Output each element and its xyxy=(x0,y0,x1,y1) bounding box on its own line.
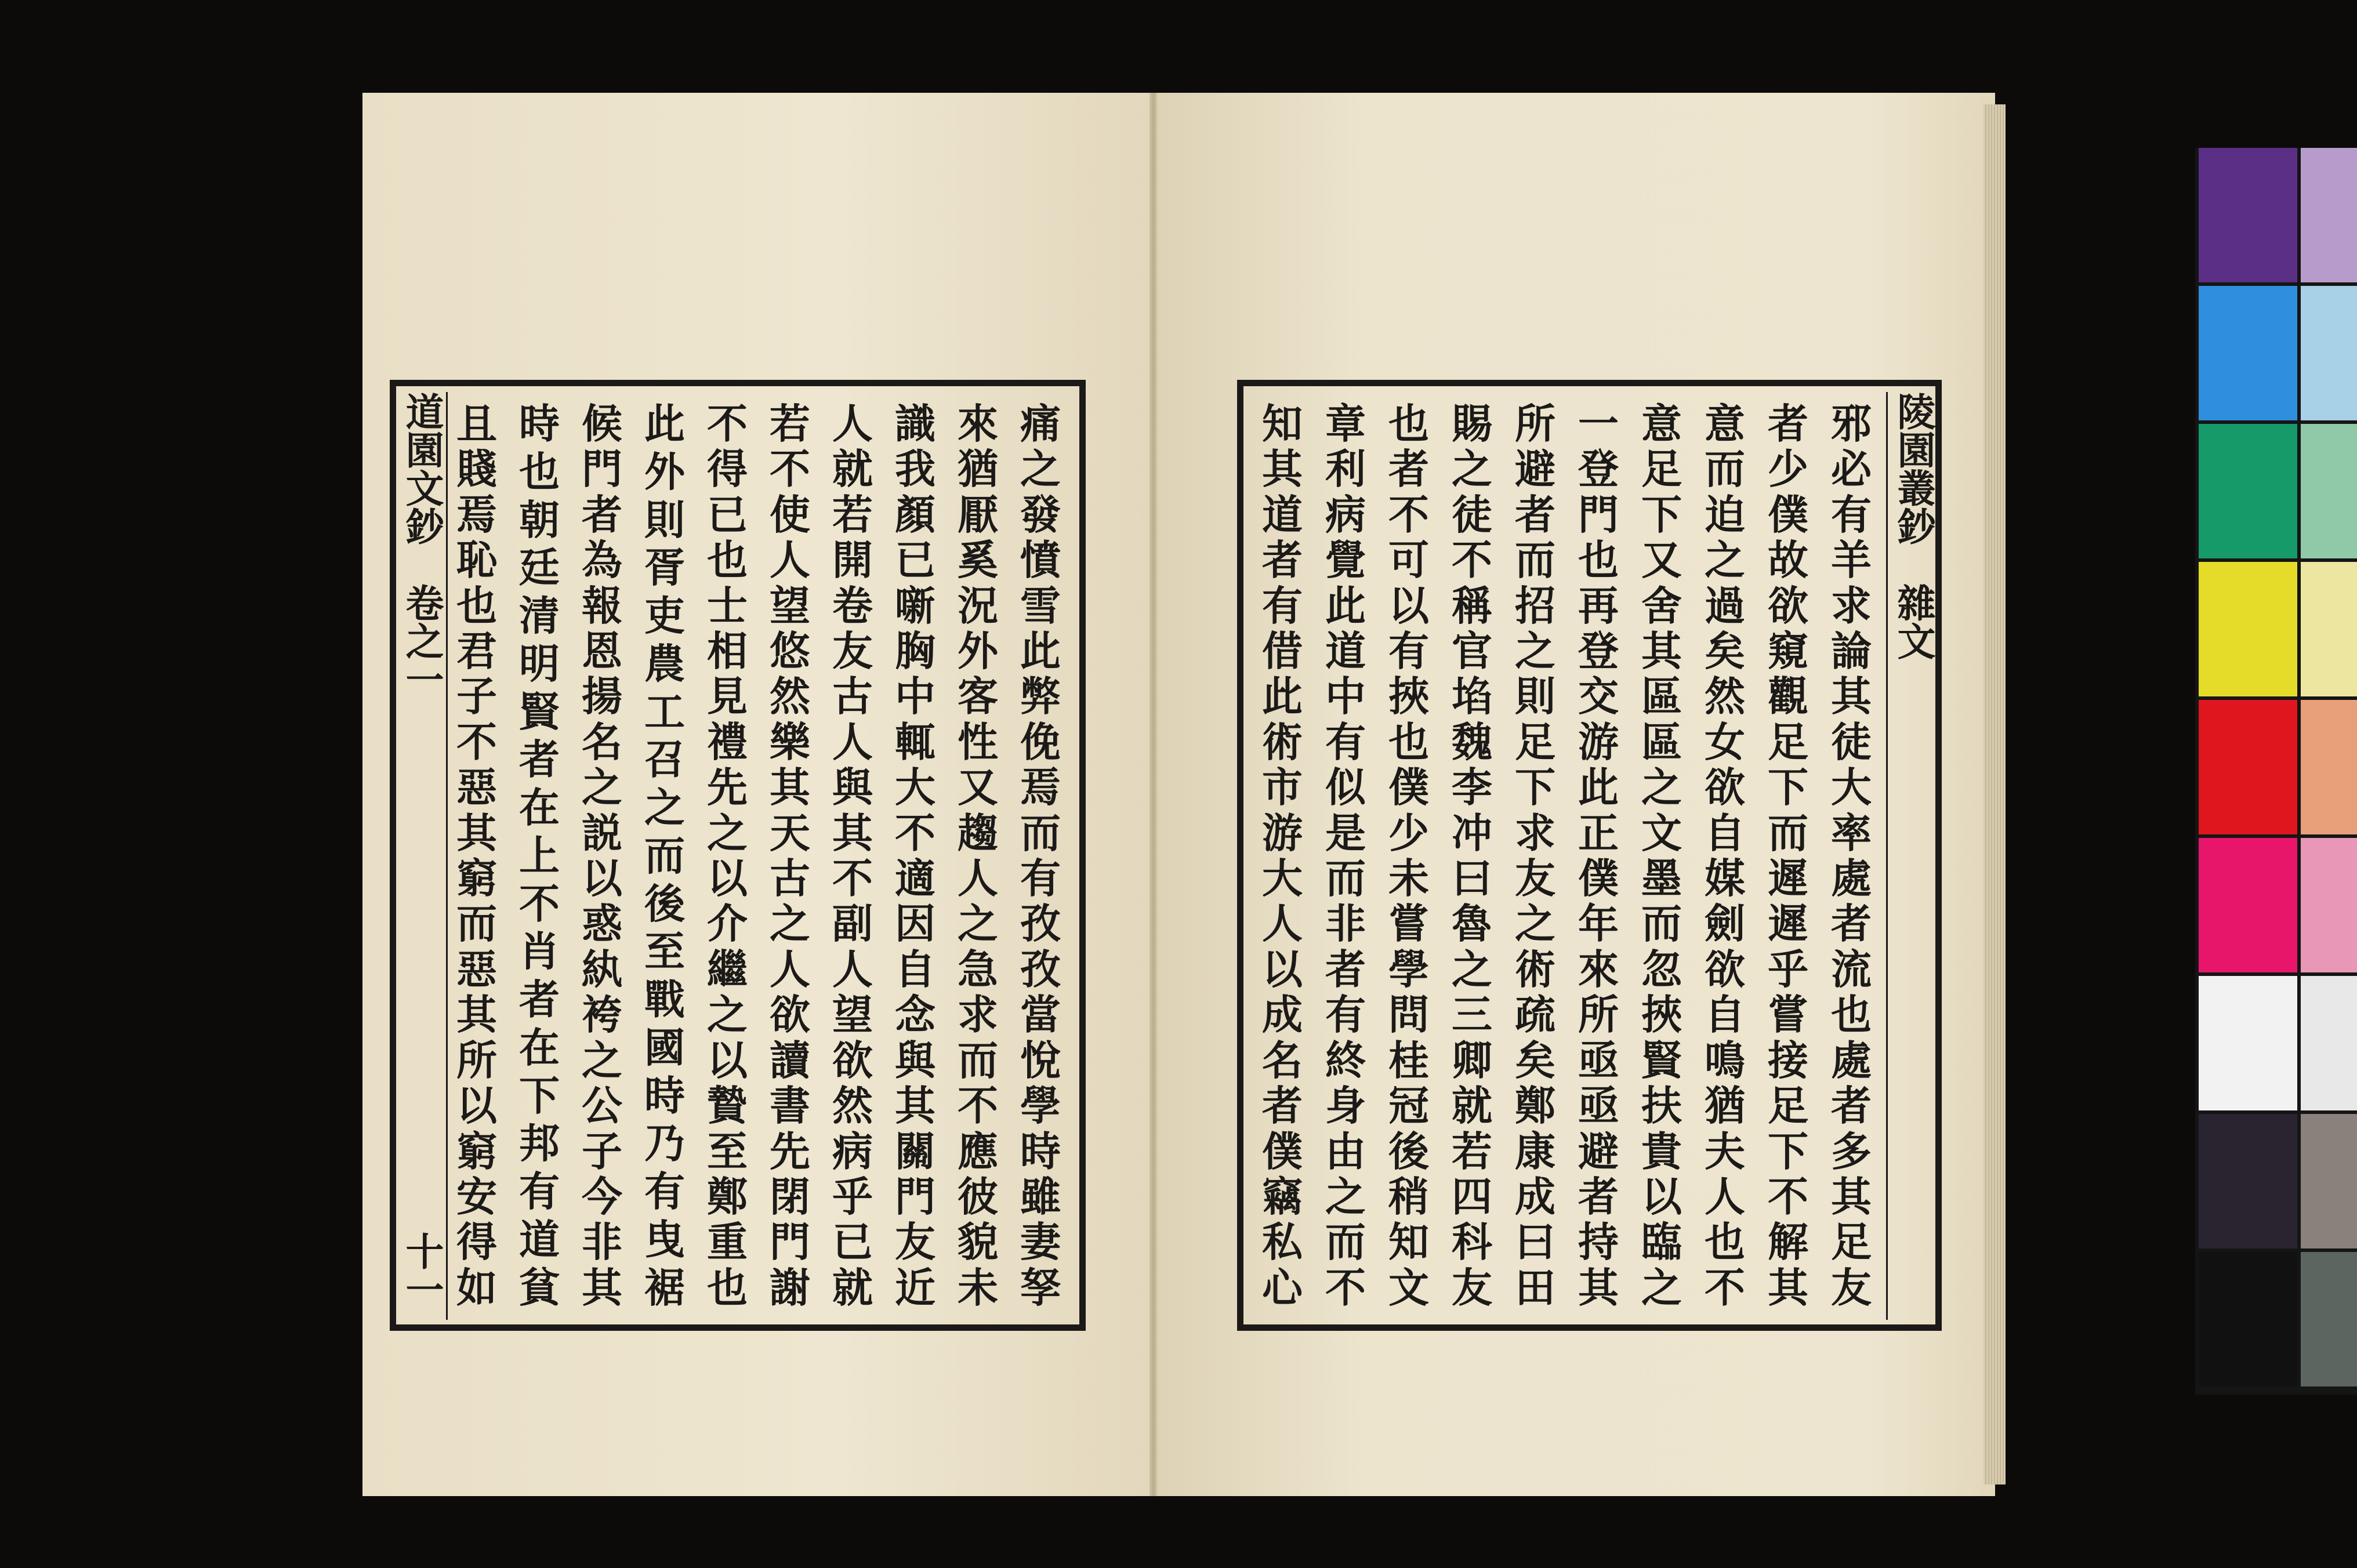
color-patch xyxy=(2199,286,2297,420)
left-text-column: 不 得 已 也 士 相 見 禮 先 之 以 介 繼 之 以 贄 至 鄭 重 也 xyxy=(707,400,748,1312)
left-text-column: 此 外 則 胥 吏 農 工 召 之 而 後 至 戰 國 時 乃 有 曳 裾 xyxy=(644,400,685,1312)
left-heading-text: 道園文鈔 卷之一 xyxy=(398,392,444,698)
color-patch xyxy=(2301,424,2357,558)
left-text-column: 識 我 顏 已 噺 胸 中 輒 大 不 適 因 自 念 與 其 關 門 友 近 xyxy=(895,400,935,1312)
right-text-column: 一 登 門 也 再 登 交 游 此 正 僕 年 來 所 亟 亟 避 者 持 其 xyxy=(1578,400,1619,1312)
right-text-column: 意 足 下 又 舍 其 區 區 之 文 墨 而 忽 挾 賢 扶 貴 以 臨 之 xyxy=(1641,400,1682,1312)
color-patch xyxy=(2301,148,2357,282)
left-text-frame xyxy=(390,380,1086,1331)
color-patch xyxy=(2301,1252,2357,1386)
left-text-column: 痛 之 發 憤 雪 此 弊 俛 焉 而 有 孜 孜 當 悅 學 時 雖 妻 孥 xyxy=(1020,400,1061,1312)
page-edges xyxy=(1983,104,2006,1484)
color-patch xyxy=(2199,700,2297,834)
color-patch xyxy=(2301,562,2357,696)
color-patch xyxy=(2301,1114,2357,1248)
color-patch xyxy=(2199,424,2297,558)
color-patch xyxy=(2199,1114,2297,1248)
left-text-column: 人 就 若 開 卷 友 古 人 與 其 不 副 人 望 欲 然 病 乎 已 就 xyxy=(832,400,873,1312)
left-text-column: 若 不 使 人 望 悠 然 樂 其 天 古 之 人 欲 讀 書 先 閉 門 謝 xyxy=(770,400,810,1312)
right-text-column: 邪 必 有 羊 求 論 其 徒 大 率 處 者 流 也 處 者 多 其 足 友 xyxy=(1831,400,1872,1312)
right-text-column: 賜 之 徒 不 稱 官 埳 魏 李 冲 曰 魯 之 三 卿 就 若 四 科 友 xyxy=(1452,400,1492,1312)
left-text-column: 時 也 朝 廷 清 明 賢 者 在 上 不 肖 者 在 下 邦 有 道 貧 xyxy=(519,400,560,1312)
right-text-column: 所 避 者 而 招 之 則 足 下 求 友 之 術 疏 矣 鄭 康 成 曰 田 xyxy=(1515,400,1555,1312)
right-text-frame xyxy=(1237,380,1942,1331)
left-page-heading xyxy=(394,392,448,1320)
right-text-column: 者 少 僕 故 欲 窺 觀 足 下 而 遲 遲 乎 嘗 接 足 下 不 解 其 xyxy=(1768,400,1808,1312)
left-text-column: 來 猶 厭 奚 況 外 客 性 又 趨 人 之 急 求 而 不 應 彼 貌 未 xyxy=(958,400,998,1312)
color-patch xyxy=(2199,148,2297,282)
right-text-column: 意 而 迫 之 過 矣 然 女 欲 自 媒 劍 欲 自 鳴 猶 夫 人 也 不 xyxy=(1705,400,1745,1312)
left-text-column: 且 賤 焉 恥 也 君 子 不 惡 其 窮 而 惡 其 所 以 窮 安 得 如 xyxy=(456,400,497,1312)
color-checker xyxy=(2195,148,2357,1395)
left-text-column: 候 門 者 為 報 恩 揚 名 之 説 以 惑 紈 袴 之 公 子 今 非 其 xyxy=(582,400,622,1312)
color-patch xyxy=(2199,1252,2297,1386)
color-patch xyxy=(2301,838,2357,972)
color-patch xyxy=(2301,700,2357,834)
color-patch xyxy=(2199,976,2297,1110)
right-text-column: 知 其 道 者 有 借 此 術 市 游 大 人 以 成 名 者 僕 竊 私 心 xyxy=(1262,400,1303,1312)
book-gutter xyxy=(1150,93,1158,1496)
color-patch xyxy=(2199,562,2297,696)
right-page-heading xyxy=(1886,392,1939,1320)
right-text-column: 章 利 病 覺 此 道 中 有 似 是 而 非 者 有 終 身 由 之 而 不 xyxy=(1325,400,1366,1312)
right-heading-text: 陵園叢鈔 雜文 xyxy=(1890,392,1936,660)
left-page-number: 十一 xyxy=(398,1232,444,1308)
right-text-column: 也 者 不 可 以 有 挾 也 僕 少 未 嘗 學 問 桂 冠 後 稍 知 文 xyxy=(1388,400,1429,1312)
color-patch xyxy=(2301,286,2357,420)
color-patch xyxy=(2301,976,2357,1110)
color-patch xyxy=(2199,838,2297,972)
